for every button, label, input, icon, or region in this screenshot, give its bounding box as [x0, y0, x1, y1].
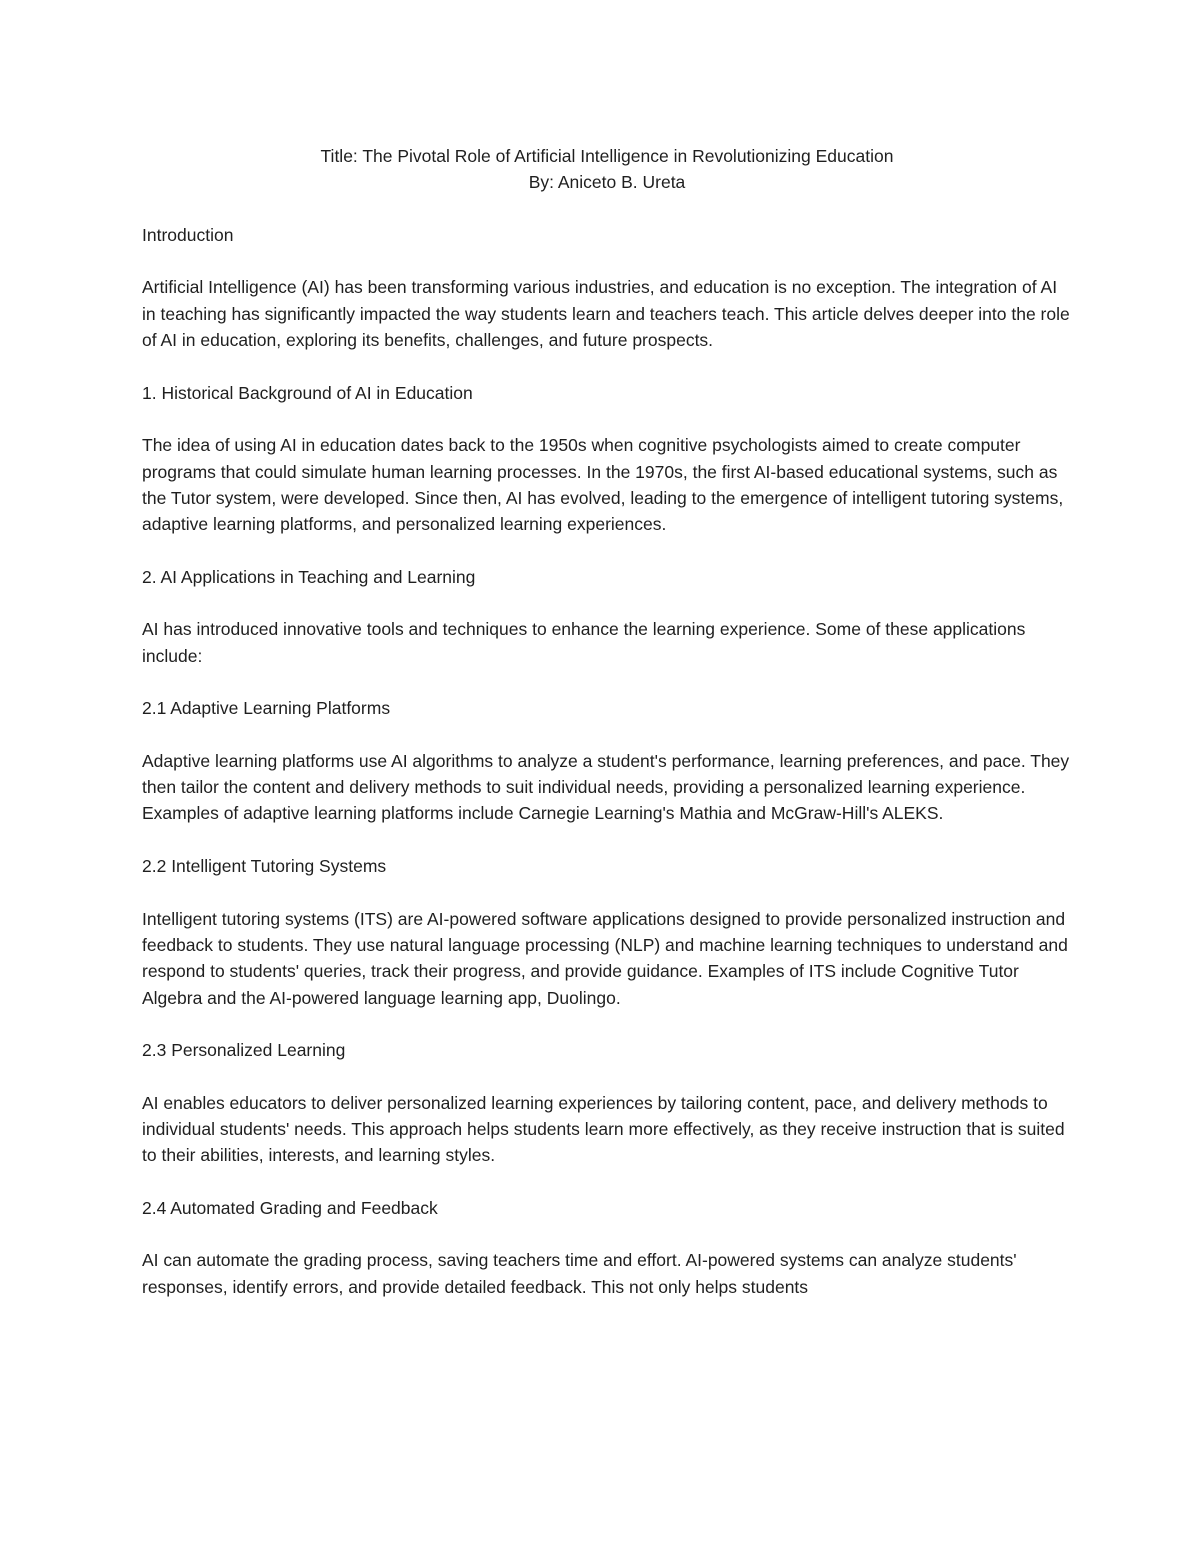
paragraph-automated-grading: AI can automate the grading process, saving teachers time and effort. AI-powered systems can analyze students' responses, identify errors, and provide detailed feedback. This not only helps students [142, 1250, 1017, 1297]
section-heading-introduction: Introduction [142, 224, 234, 245]
paragraph-adaptive-learning: Adaptive learning platforms use AI algorithms to analyze a student's performance, learning preferences, and pace. They then tailor the content and delivery methods to suit individual needs, providing a personalized learning experience. Examples of adaptive learning platforms include Carnegie Learning's Mathia and McGraw-Hill's ALEKS. [142, 750, 1070, 824]
paragraph-ai-applications: AI has introduced innovative tools and techniques to enhance the learning experience. Some of these applications include: [142, 619, 1026, 666]
document-body [142, 143, 1072, 1326]
subsection-heading-intelligent-tutoring: 2.2 Intelligent Tutoring Systems [142, 856, 387, 877]
paragraph-introduction: Artificial Intelligence (AI) has been transforming various industries, and education is no exception. The integration of AI in teaching has significantly impacted the way students learn and teachers teach. This article delves deeper into the role of AI in education, exploring its benefits, challenges, and future prospects. [142, 277, 1070, 351]
subsection-heading-automated-grading: 2.4 Automated Grading and Feedback [142, 1197, 438, 1218]
paragraph-personalized-learning: AI enables educators to deliver personalized learning experiences by tailoring content, pace, and delivery methods to individual students' needs. This approach helps students learn more effectively, as they receive instruction that is suited to their abilities, interests, and learning styles. [142, 1092, 1065, 1166]
paragraph-historical-background: The idea of using AI in education dates back to the 1950s when cognitive psychologists aimed to create computer programs that could simulate human learning processes. In the 1970s, the first AI-based educational systems, such as the Tutor system, were developed. Since then, AI has evolved, leading to the emergence of intelligent tutoring systems, adaptive learning platforms, and personalized learning experiences. [142, 435, 1064, 535]
section-heading-ai-applications: 2. AI Applications in Teaching and Learning [142, 566, 476, 587]
document-title: Title: The Pivotal Role of Artificial Intelligence in Revolutionizing Education [320, 146, 894, 166]
title-block [142, 143, 1072, 196]
paragraph-intelligent-tutoring: Intelligent tutoring systems (ITS) are AI-powered software applications designed to provide personalized instruction and feedback to students. They use natural language processing (NLP) and machine learning techniques to understand and respond to students' queries, track their progress, and provide guidance. Examples of ITS include Cognitive Tutor Algebra and the AI-powered language learning app, Duolingo. [142, 908, 1068, 1008]
document-byline: By: Aniceto B. Ureta [528, 172, 686, 193]
section-heading-historical-background: 1. Historical Background of AI in Education [142, 382, 473, 403]
subsection-heading-personalized-learning: 2.3 Personalized Learning [142, 1040, 346, 1061]
subsection-heading-adaptive-learning: 2.1 Adaptive Learning Platforms [142, 698, 391, 719]
